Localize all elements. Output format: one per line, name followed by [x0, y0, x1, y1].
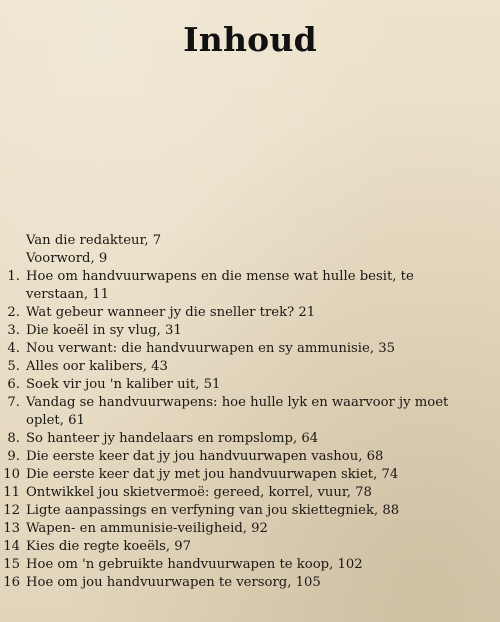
toc-entry-10 [0, 466, 500, 484]
toc-entry-text: Vandag se handvuurwapens: hoe hulle lyk en waarvoor jy moet oplet, 61 [26, 395, 449, 428]
toc-entry-number: 11 [3, 485, 20, 500]
toc-entry-text: Alles oor kalibers, 43 [26, 359, 168, 374]
toc-entry-text: So hanteer jy handelaars en rompslomp, 64 [26, 431, 319, 446]
toc-entry-text: Wat gebeur wanneer jy die sneller trek? 21 [26, 305, 316, 320]
toc-entry-5 [0, 358, 500, 376]
toc-entry-number: 14 [3, 539, 20, 554]
toc-entry-text: Die koeël in sy vlug, 31 [26, 323, 182, 338]
toc-entry-number: 3. [7, 323, 20, 338]
toc-entry-text: Die eerste keer dat jy met jou handvuurwapen skiet, 74 [26, 467, 399, 482]
toc-entry-number: 15 [3, 557, 20, 572]
toc-entry-7 [0, 394, 500, 430]
toc-entry-8 [0, 430, 500, 448]
toc-entry-text: Van die redakteur, 7 [26, 233, 162, 248]
toc-entry-text: Nou verwant: die handvuurwapen en sy ammunisie, 35 [26, 341, 395, 356]
toc-entry-number: 4. [7, 341, 20, 356]
toc-entry-text: Wapen- en ammunisie-veiligheid, 92 [26, 521, 268, 536]
toc-entry-editor [0, 232, 500, 250]
toc-entry-12 [0, 502, 500, 520]
toc-entry-text: Hoe om 'n gebruikte handvuurwapen te koop, 102 [26, 557, 363, 572]
toc-entry-text: Ontwikkel jou skietvermoë: gereed, korrel, vuur, 78 [26, 485, 372, 500]
toc-entry-text: Kies die regte koeëls, 97 [26, 539, 192, 554]
toc-entry-number: 5. [7, 359, 20, 374]
toc-entry-number: 16 [3, 575, 20, 590]
toc-entry-number: 9. [7, 449, 20, 464]
toc-entry-foreword [0, 250, 500, 268]
toc-entry-number: 2. [7, 305, 20, 320]
toc-entry-text: Soek vir jou 'n kaliber uit, 51 [26, 377, 221, 392]
toc-entry-number: 8. [7, 431, 20, 446]
toc-entry-11 [0, 484, 500, 502]
toc-entry-3 [0, 322, 500, 340]
toc-entry-15 [0, 556, 500, 574]
page-title: Inhoud [183, 20, 317, 59]
table-of-contents [0, 232, 500, 592]
toc-entry-16 [0, 574, 500, 592]
toc-entry-text: Voorword, 9 [26, 251, 108, 266]
toc-entry-text: Hoe om handvuurwapens en die mense wat hulle besit, te verstaan, 11 [26, 269, 414, 302]
toc-entry-text: Ligte aanpassings en verfyning van jou skiettegniek, 88 [26, 503, 400, 518]
toc-entry-text: Hoe om jou handvuurwapen te versorg, 105 [26, 575, 321, 590]
toc-entry-6 [0, 376, 500, 394]
toc-entry-4 [0, 340, 500, 358]
toc-entry-9 [0, 448, 500, 466]
toc-entry-text: Die eerste keer dat jy jou handvuurwapen vashou, 68 [26, 449, 384, 464]
toc-entry-2 [0, 304, 500, 322]
toc-entry-number: 1. [7, 269, 20, 284]
toc-entry-14 [0, 538, 500, 556]
toc-entry-number: 6. [7, 377, 20, 392]
toc-entry-number: 13 [3, 521, 20, 536]
toc-entry-number: 10 [3, 467, 20, 482]
toc-entry-number: 12 [3, 503, 20, 518]
toc-entry-number: 7. [7, 395, 20, 410]
toc-entry-13 [0, 520, 500, 538]
toc-entry-1 [0, 268, 500, 304]
